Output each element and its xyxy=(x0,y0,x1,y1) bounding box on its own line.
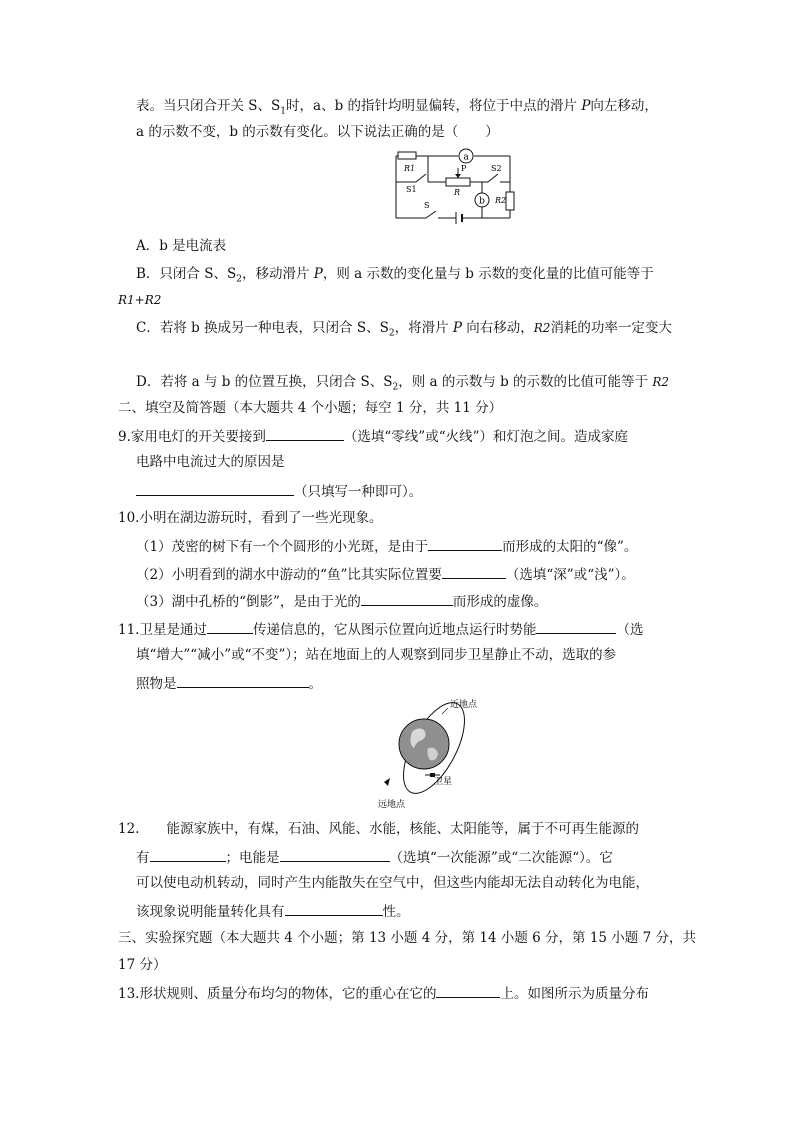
q10-part1: （1）茂密的树下有一个个圆形的小光斑，是由于 而形成的太阳的“像”。 xyxy=(136,535,637,557)
q11-line2: 填“增大”“减小”或“不变”）；站在地面上的人观察到同步卫星静止不动，选取的参 xyxy=(136,647,617,663)
rheostat-r-icon xyxy=(446,168,470,186)
label-s: S xyxy=(424,201,430,210)
q12-blank-3[interactable] xyxy=(285,900,383,916)
label-perigee: 近地点 xyxy=(450,700,478,710)
q12-line2: 有 ；电能是 （选填“一次能源”或“二次能源“）。它 xyxy=(136,846,613,868)
q8-option-d: D．若将 a 与 b 的位置互换，只闭合 S、$S_2$，则 a 的示数与 b 的示数的比值可能等于 R2 xyxy=(136,374,670,393)
label-s1: S1 xyxy=(406,185,417,194)
q11-blank-2[interactable] xyxy=(536,618,616,634)
label-p: P xyxy=(461,164,467,173)
earth-icon xyxy=(399,719,449,769)
q8-stem-line1: 表。当只闭合开关 S、$S_1$时，a、b 的指针均明显偏转，将位于中点的滑片 P向左移动， xyxy=(136,98,658,117)
q9-line2: 电路中电流过大的原因是 xyxy=(136,454,285,470)
label-r: R xyxy=(454,188,461,197)
q9-line1: 9.家用电灯的开关要接到 （选填“零线”或“火线”）和灯泡之间。造成家庭 xyxy=(118,425,628,447)
q12-line3: 可以使电动机转动，同时产生内能散失在空气中，但这些内能却无法自动转化为电能， xyxy=(136,875,649,891)
label-s2: S2 xyxy=(491,164,502,173)
q9-blank-1[interactable] xyxy=(266,425,344,441)
svg-text:a: a xyxy=(463,152,469,163)
q12-line1: 12. 能源家族中，有煤，石油、风能、水能，核能、太阳能等，属于不可再生能源的 xyxy=(118,821,639,837)
section-2-heading: 二、填空及简答题（本大题共 4 个小题；每空 1 分，共 11 分） xyxy=(118,400,503,416)
q12-line4: 该现象说明能量转化具有 性。 xyxy=(136,900,410,922)
q10-blank-2[interactable] xyxy=(442,563,506,579)
q8-stem-line2: a 的示数不变，b 的示数有变化。以下说法正确的是（ ） xyxy=(136,124,499,140)
q12-blank-2[interactable] xyxy=(280,846,390,862)
q11-line3: 照物是 。 xyxy=(136,672,322,694)
label-apogee: 远地点 xyxy=(378,800,406,810)
q13-line1: 13.形状规则、质量分布均匀的物体，它的重心在它的 上。如图所示为质量分布 xyxy=(118,982,649,1004)
label-r1: R1 xyxy=(404,164,416,173)
circuit-diagram xyxy=(386,146,516,226)
q10-blank-1[interactable] xyxy=(428,535,502,551)
meter-a-icon xyxy=(459,149,473,163)
q12-blank-1[interactable] xyxy=(150,846,226,862)
resistor-r1-icon xyxy=(398,152,416,159)
q11-line1: 11.卫星是通过 传递信息的，它从图示位置向近地点运行时势能 （选 xyxy=(118,618,643,640)
q13-blank-1[interactable] xyxy=(436,982,500,998)
q8-option-b: B．只闭合 S、$S_2$，移动滑片 P，则 a 示数的变化量与 b 示数的变化量的比值可能等于 xyxy=(136,266,654,285)
battery-icon xyxy=(456,212,462,224)
q9-line3: （只填写一种即可）。 xyxy=(136,480,422,502)
orbit-arrow-icon xyxy=(384,778,390,786)
satellite-orbit-figure xyxy=(372,696,492,810)
meter-b-icon xyxy=(475,193,489,207)
q11-blank-1[interactable] xyxy=(207,618,253,634)
label-satellite: 卫星 xyxy=(434,777,453,787)
q8-option-a: A．b 是电流表 xyxy=(136,238,227,254)
label-r2: R2 xyxy=(495,196,507,205)
q10-blank-3[interactable] xyxy=(361,590,453,606)
q8-option-b-cont: R1+R2 xyxy=(118,293,162,307)
section-3-heading-cont: 17 分） xyxy=(118,957,167,973)
q11-blank-3[interactable] xyxy=(177,672,309,688)
resistor-r2-icon xyxy=(506,192,514,210)
q10-part2: （2）小明看到的湖水中游动的“鱼”比其实际位置要 （选填“深”或“浅”）。 xyxy=(136,563,635,585)
q9-blank-2[interactable] xyxy=(136,480,294,496)
q10-stem: 10.小明在湖边游玩时，看到了一些光现象。 xyxy=(118,510,383,526)
section-3-heading: 三、实验探究题（本大题共 4 个小题；第 13 小题 4 分，第 14 小题 6 分，第 15 小题 7 分，共 xyxy=(118,930,696,946)
q10-part3: （3）湖中孔桥的“倒影”，是由于光的 而形成的虚像。 xyxy=(136,590,547,612)
q8-option-c: C．若将 b 换成另一种电表，只闭合 S、$S_2$，将滑片 P 向右移动，R2消耗的功率一定变大 xyxy=(136,320,672,339)
svg-text:b: b xyxy=(479,196,485,207)
